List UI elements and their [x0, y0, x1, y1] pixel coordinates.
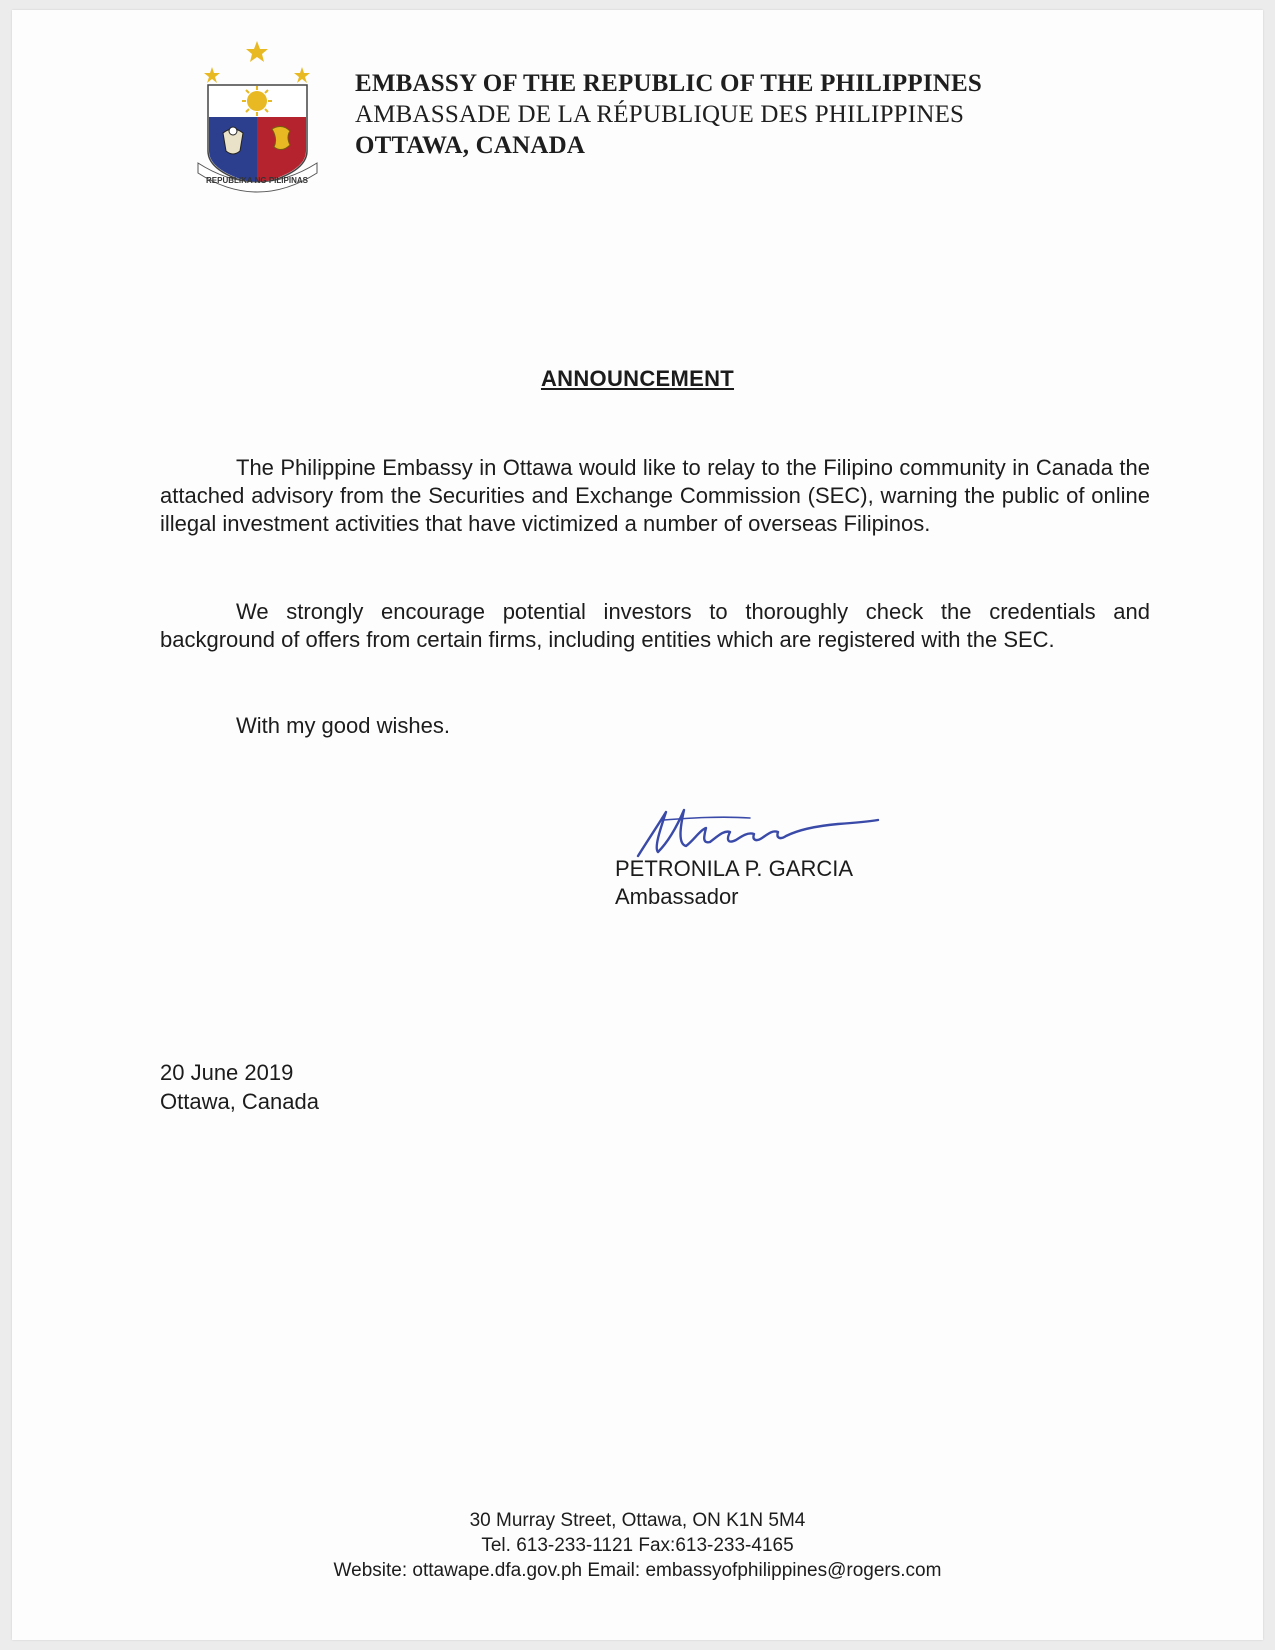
announcement-paragraph-2: We strongly encourage potential investors to thoroughly check the credentials and background of offers from certain firms, including entities which are registered with the SEC. [160, 599, 1150, 652]
embassy-location: OTTAWA, CANADA [355, 132, 586, 159]
announcement-paragraph-1: The Philippine Embassy in Ottawa would like to relay to the Filipino community in Canada the attached advisory from the Securities and Exchange Commission (SEC), warning the public of online illegal investment activities that have victimized a number of overseas Filipinos. [160, 455, 1150, 536]
signatory-title: Ambassador [615, 884, 739, 909]
footer [0, 1508, 1275, 1583]
dateline [160, 1058, 319, 1116]
document-place: Ottawa, Canada [160, 1089, 319, 1114]
signatory-block [615, 855, 853, 911]
embassy-name-french: AMBASSADE DE LA RÉPUBLIQUE DES PHILIPPINES [355, 101, 965, 128]
signatory-name: PETRONILA P. GARCIA [615, 856, 854, 881]
letterhead [355, 68, 982, 161]
footer-website-email: Website: ottawape.dfa.gov.ph Email: embassyofphilippines@rogers.com [333, 1560, 942, 1581]
footer-address: 30 Murray Street, Ottawa, ON K1N 5M4 [469, 1510, 806, 1531]
embassy-name-english: EMBASSY OF THE REPUBLIC OF THE PHILIPPINES [355, 70, 983, 97]
svg-text:REPUBLIKA NG PILIPINAS: REPUBLIKA NG PILIPINAS [206, 176, 308, 185]
philippine-coat-of-arms-icon [190, 33, 325, 193]
closing-line: With my good wishes. [236, 713, 450, 738]
footer-phone-fax: Tel. 613-233-1121 Fax:613-233-4165 [481, 1535, 794, 1556]
document-date: 20 June 2019 [160, 1060, 294, 1085]
announcement-title: ANNOUNCEMENT [540, 366, 735, 391]
